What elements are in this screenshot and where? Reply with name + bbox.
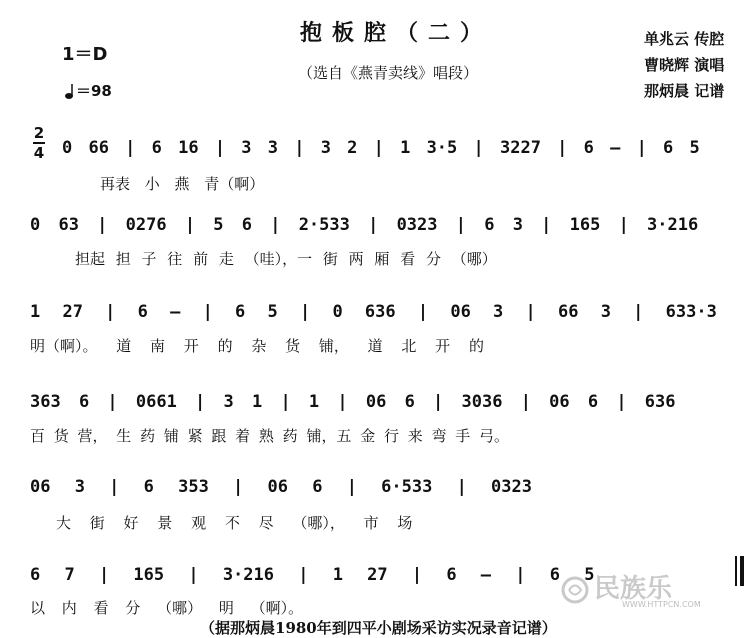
watermark-url: WWW.HTTPCN.COM: [622, 600, 701, 609]
tempo-marking: [64, 80, 112, 101]
credit-line: 曹晓辉 演唱: [644, 56, 725, 74]
lyrics-line: 担起 担 子 往 前 走 （哇），一 街 两 厢 看 分 （哪）: [75, 250, 497, 268]
credit-line: 那炳晨 记谱: [644, 82, 725, 100]
notation-line: 0 63 | 0276 | 5 6 | 2·533 | 0323 | 6 3 | 165 | 3·216: [30, 215, 699, 235]
lyrics-line: 以 内 看 分 （哪） 明 （啊）。: [30, 599, 304, 617]
notation-line: 363 6 | 0661 | 3 1 | 1 | 06 6 | 3036 | 06 6 | 636: [30, 392, 676, 412]
quarter-note-icon: [64, 82, 74, 100]
watermark-text: 民族乐: [594, 574, 673, 604]
double-barline-thick: [740, 556, 744, 586]
lyrics-line: 大 街 好 景 观 不 尽 （哪）， 市 场: [56, 514, 413, 532]
notation-line: 1 27 | 6 – | 6 5 | 0 636 | 06 3 | 66 3 | 633·3: [30, 302, 717, 322]
tempo-value: ＝98: [76, 82, 112, 100]
notation-line: 6 7 | 165 | 3·216 | 1 27 | 6 – | 6 5: [30, 565, 595, 585]
time-signature-top: 2: [33, 124, 45, 142]
notation-line: 0 66 | 6 16 | 3 3 | 3 2 | 1 3·5 | 3227 | 6 – | 6 5: [62, 138, 700, 158]
page-title: 抱板腔（二）: [300, 20, 493, 46]
page-subtitle: （选自《燕青卖线》唱段）: [298, 64, 479, 82]
key-signature: 1＝D: [62, 44, 108, 65]
time-signature-bottom: 4: [33, 144, 45, 162]
double-barline: [735, 556, 737, 586]
time-signature: [33, 124, 45, 162]
lyrics-line: 百 货 营， 生 药 铺 紧 跟 着 熟 药 铺，五 金 行 来 弯 手 弓。: [30, 427, 510, 445]
seal-icon: [560, 575, 590, 605]
credit-line: 单兆云 传腔: [644, 30, 725, 48]
notation-line: 06 3 | 6 353 | 06 6 | 6·533 | 0323: [30, 477, 532, 497]
source-note: （据那炳晨1980年到四平小剧场采访实况录音记谱）: [200, 619, 557, 637]
lyrics-line: 再表 小 燕 青（啊）: [100, 175, 265, 193]
lyrics-line: 明（啊）。 道 南 开 的 杂 货 铺， 道 北 开 的: [30, 337, 484, 355]
